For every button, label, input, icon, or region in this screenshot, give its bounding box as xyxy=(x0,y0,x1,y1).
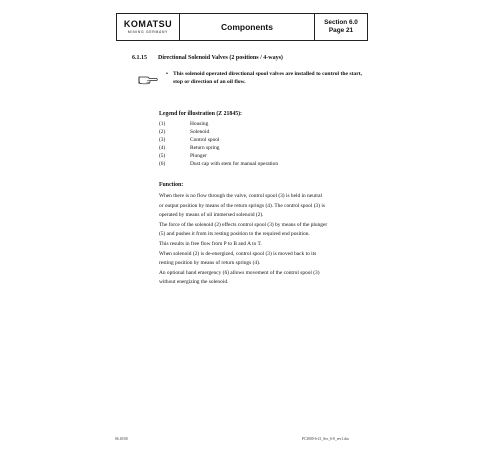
function-line: This results in free flow from P to B and A to T. xyxy=(159,240,262,247)
legend-item-number: (1) xyxy=(159,121,166,127)
page-label: Page 21 xyxy=(328,27,354,34)
note-text: This solenoid operated directional spool valves are installed to control the start, stop or direction of an oil flow. xyxy=(173,71,362,85)
legend-item-label: Return spring xyxy=(190,144,220,151)
legend-item xyxy=(159,145,278,153)
page-header xyxy=(116,13,368,41)
heading-title: Directional Solenoid Valves (2 positions / 4-ways) xyxy=(158,55,283,61)
legend-list xyxy=(159,121,278,168)
legend-item-label: Dust cap with stem for manual operation xyxy=(190,160,279,167)
logo-subtitle: MINING GERMANY xyxy=(127,29,169,34)
legend-item xyxy=(159,153,278,161)
legend-item xyxy=(159,137,278,145)
note-block xyxy=(166,70,368,86)
logo-text: KOMATSU xyxy=(123,18,173,29)
function-line: without energizing the solenoid. xyxy=(159,279,229,286)
heading-number: 6.1.15 xyxy=(132,55,147,61)
pointing-hand-icon xyxy=(138,73,158,85)
legend-item xyxy=(159,129,278,137)
header-title: Components xyxy=(180,14,315,40)
legend-item-number: (4) xyxy=(159,144,166,151)
function-line: An optional hand emergency (6) allows movement of the control spool (3) xyxy=(159,269,320,276)
legend-item-number: (6) xyxy=(159,160,166,167)
function-line: operated by means of oil immersed solenoid (2). xyxy=(159,212,264,219)
legend-title: Legend for illustration (Z 21845): xyxy=(159,111,242,117)
footer-date: 06.10/00 xyxy=(115,437,128,441)
legend-item xyxy=(159,161,278,169)
bullet-icon: • xyxy=(166,71,168,77)
function-line: (5) and pushes it from its resting position to the required end position. xyxy=(159,231,310,238)
section-label: Section 6.0 xyxy=(324,19,358,26)
legend-item xyxy=(159,121,278,129)
function-text xyxy=(159,192,374,288)
legend-item-number: (2) xyxy=(159,128,166,135)
legend-item-number: (5) xyxy=(159,152,166,159)
legend-item-label: Plunger xyxy=(190,152,207,159)
company-logo xyxy=(117,14,180,40)
legend-item-label: Control spool xyxy=(190,136,220,143)
section-heading xyxy=(132,55,283,61)
function-line: resting position by means of return springs (4). xyxy=(159,260,261,267)
legend-item-label: Housing xyxy=(190,121,209,127)
footer-filename: PC3000-6-21_Sec_6-0_rev1.doc xyxy=(302,437,350,441)
legend-item-label: Solenoid xyxy=(190,128,210,135)
function-line: When solenoid (2) is de-energized, control spool (3) is moved back to its xyxy=(159,250,317,257)
function-line: The force of the solenoid (2) effects control spool (3) by means of the plunger xyxy=(159,221,328,228)
section-info xyxy=(315,14,367,40)
function-title: Function: xyxy=(159,182,184,188)
legend-item-number: (3) xyxy=(159,136,166,143)
function-line: or output position by means of the return springs (4). The control spool (3) is xyxy=(159,202,325,209)
function-line: When there is no flow through the valve, control spool (3) is held in neutral xyxy=(159,193,323,199)
